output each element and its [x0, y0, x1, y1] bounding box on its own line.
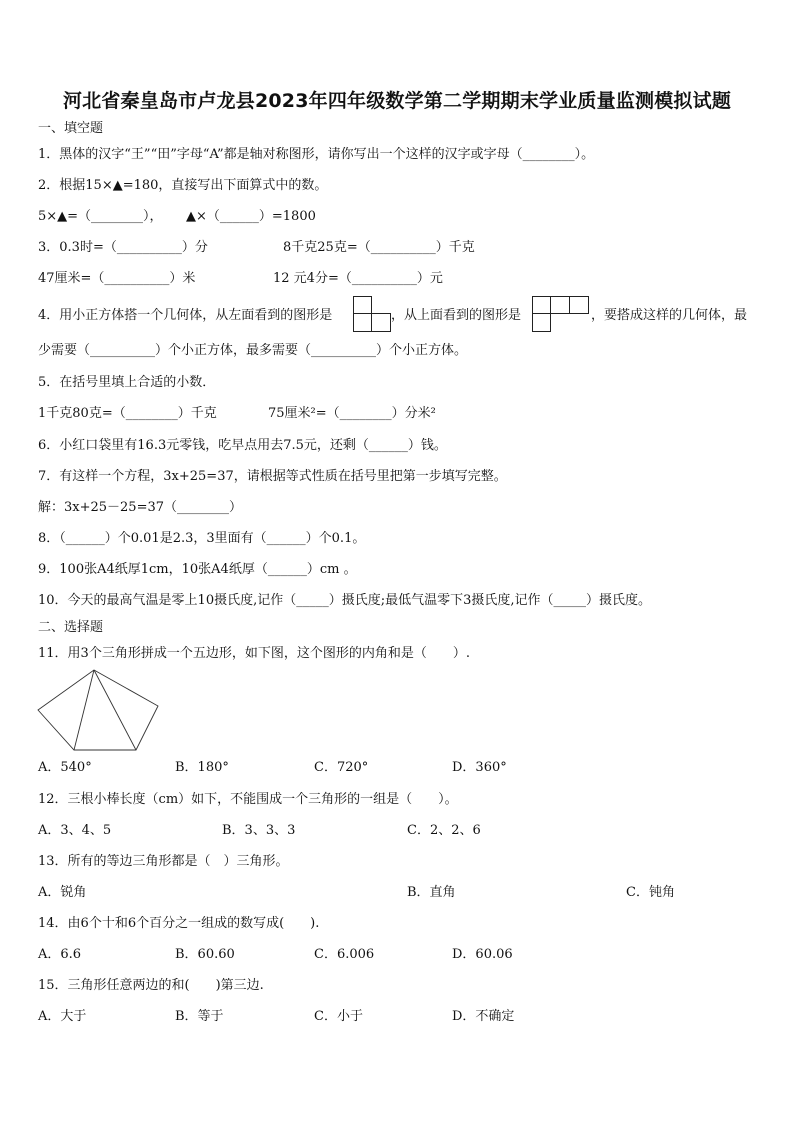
question-10: 10．今天的最高气温是零上10摄氏度,记作（_____）摄氏度;最低气温零下3摄氏度,记作（_____）摄氏度。 — [38, 593, 652, 608]
q15-option-a: A．大于 — [38, 1009, 87, 1024]
question-3b: 8千克25克=（__________）千克 — [283, 240, 475, 255]
q13-option-a: A．锐角 — [38, 885, 87, 900]
question-3c: 47厘米=（__________）米 — [38, 271, 196, 286]
question-3a: 3．0.3时=（__________）分 — [38, 240, 208, 255]
question-1: 1．黑体的汉字“王”“田”字母“A”都是轴对称图形，请你写出一个这样的汉字或字母（________）。 — [38, 147, 595, 162]
question-15: 15．三角形任意两边的和( )第三边. — [38, 978, 264, 993]
question-5b: 75厘米²=（________）分米² — [268, 406, 436, 421]
q14-option-a: A．6.6 — [38, 947, 82, 962]
question-2b: ▲×（______）=1800 — [186, 209, 316, 224]
q11-option-b: B．180° — [175, 760, 229, 775]
question-14: 14．由6个十和6个百分之一组成的数写成( ). — [38, 916, 320, 931]
q11-option-d: D．360° — [452, 760, 507, 775]
q14-option-c: C．6.006 — [314, 947, 375, 962]
question-4-part1: 4．用小正方体搭一个几何体，从左面看到的图形是 — [38, 308, 333, 323]
q12-option-a: A．3、4、5 — [38, 823, 112, 838]
question-11: 11．用3个三角形拼成一个五边形，如下图，这个图形的内角和是（ ）. — [38, 646, 470, 661]
question-7a: 解：3x+25－25=37（________） — [38, 500, 243, 515]
q15-option-d: D．不确定 — [452, 1009, 515, 1024]
question-12: 12．三根小棒长度（cm）如下，不能围成一个三角形的一组是（ ）。 — [38, 792, 458, 807]
pentagon-figure — [36, 668, 160, 754]
question-2a: 5×▲=（________）， — [38, 209, 163, 224]
q12-option-b: B．3、3、3 — [222, 823, 296, 838]
question-13: 13．所有的等边三角形都是（ ）三角形。 — [38, 854, 289, 869]
question-7: 7．有这样一个方程，3x+25=37，请根据等式性质在括号里把第一步填写完整。 — [38, 469, 507, 484]
q11-option-a: A．540° — [38, 760, 92, 775]
section-fill-in: 一、填空题 — [38, 121, 104, 136]
question-5a: 1千克80克=（________）千克 — [38, 406, 217, 421]
question-6: 6．小红口袋里有16.3元零钱，吃早点用去7.5元，还剩（______）钱。 — [38, 438, 447, 453]
q13-option-c: C．钝角 — [626, 885, 675, 900]
q14-option-b: B．60.60 — [175, 947, 235, 962]
question-8: 8．（______）个0.01是2.3，3里面有（______）个0.1。 — [38, 531, 366, 546]
question-4-line2: 少需要（__________）个小正方体，最多需要（__________）个小正方体。 — [38, 343, 468, 358]
page-title: 河北省秦皇岛市卢龙县2023年四年级数学第二学期期末学业质量监测模拟试题 — [62, 90, 732, 112]
q15-option-b: B．等于 — [175, 1009, 224, 1024]
top-view-figure — [532, 296, 589, 332]
q11-option-c: C．720° — [314, 760, 369, 775]
q12-option-c: C．2、2、6 — [407, 823, 481, 838]
left-view-figure — [353, 296, 391, 332]
question-5: 5．在括号里填上合适的小数． — [38, 375, 216, 390]
question-3d: 12 元4分=（__________）元 — [273, 271, 443, 286]
question-9: 9．100张A4纸厚1cm，10张A4纸厚（______）cm 。 — [38, 562, 357, 577]
question-4-part3: ，要搭成这样的几何体，最 — [591, 308, 748, 323]
question-2: 2．根据15×▲=180，直接写出下面算式中的数。 — [38, 178, 328, 193]
q13-option-b: B．直角 — [407, 885, 456, 900]
section-multiple-choice: 二、选择题 — [38, 620, 104, 635]
question-4-part2: ，从上面看到的图形是 — [391, 308, 522, 323]
q15-option-c: C．小于 — [314, 1009, 363, 1024]
q14-option-d: D．60.06 — [452, 947, 513, 962]
